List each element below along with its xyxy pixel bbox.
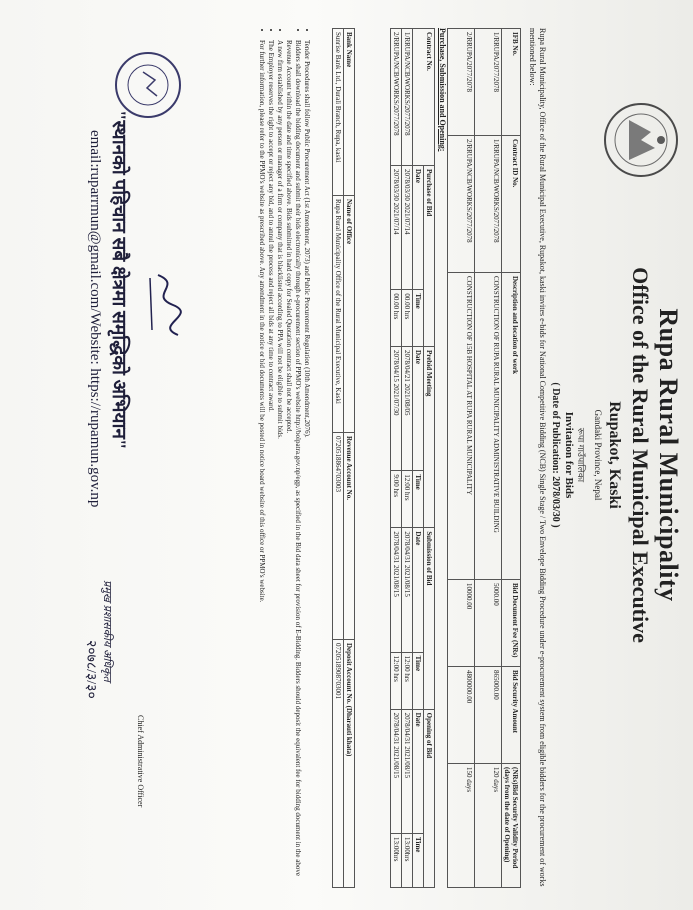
schedule-caption: Purchase, Submission and Opening: — [438, 28, 447, 152]
table-row — [391, 29, 402, 888]
cell: 00.00 hrs — [402, 290, 413, 347]
stamp-text: रूपा गाउँपालिका — [576, 427, 586, 483]
sub-time: Time — [413, 471, 424, 528]
org-title: Rupa Rural Municipality — [654, 308, 683, 602]
cell: 10000.00 — [448, 580, 475, 667]
cell: 2078/04/21 2021/08/05 — [402, 347, 413, 471]
table-header-row — [344, 29, 355, 888]
cell: 12:00 hrs — [402, 652, 413, 709]
list-item: • The Employer reserves the right to accept or reject any bid, and to annul the process and reject all bids at any time to contract award. — [266, 40, 275, 900]
notes-list — [257, 28, 311, 900]
col-contract-no: Contract No. — [413, 29, 435, 166]
col-validity: (NRs)Bid Security Validity Period (days from the date of Opening) — [502, 764, 521, 888]
handwritten-date: २०७८/३/३० — [83, 640, 98, 699]
signature-icon — [143, 270, 188, 340]
sub-time: Time — [413, 833, 424, 887]
intro-paragraph: Rupa Rural Municipality, Office of the Rural Municipal Executive, Rupakot, kaski invites e-bids for National Competitive Bidding (NCB) Single Stage / Two Envelope Bidding Procedure under e-procurement system from eligible bidders for the procurement of works mentioned below: — [528, 28, 547, 887]
col-revenue-account: Revenue Account No. — [344, 433, 355, 640]
sub-date: Date — [413, 528, 424, 652]
sub-time: Time — [413, 652, 424, 709]
cell: 2/RRUPA/NCB/WORKS/2077/2078 — [448, 136, 475, 273]
office-title: Office of the Rural Municipal Executive — [628, 267, 653, 643]
cell: 0720518864703003 — [333, 433, 344, 640]
cell: 00.00 hrs — [391, 290, 402, 347]
cell: 2078/04/31 2021/08/15 — [391, 528, 402, 652]
cell: 865000.00 — [475, 667, 502, 764]
sub-time: Time — [413, 290, 424, 347]
col-security: Bid Security Amount — [502, 667, 521, 764]
sub-date: Date — [413, 709, 424, 833]
col-description: Description and location of work — [502, 273, 521, 580]
cell: 2078/04/31 2021/08/15 — [402, 528, 413, 652]
contact-line: email:ruparrmun@gmail.com/Website: https://rupamun.gov.np — [87, 130, 103, 508]
chief-officer-label: Chief Administrative Officer — [136, 715, 145, 808]
col-ifb: IFB No. — [502, 29, 521, 136]
col-contract-id: Contract ID No. — [502, 136, 521, 273]
schedule-table — [390, 28, 435, 888]
cell: 5000.00 — [475, 580, 502, 667]
col-office-name: Name of Office — [344, 196, 355, 433]
cell: 2078/04/31 2021/08/15 — [402, 709, 413, 833]
cell: 13:00hrs — [402, 833, 413, 887]
list-item: • Tender Procedures shall follow Public Procurement Act (1st Amendment, 2073) and Public Procurement Regulation (10th Amendment,2076). — [302, 40, 311, 900]
bank-table — [332, 28, 355, 888]
cell: 13:00hrs — [391, 833, 402, 887]
cell: Rupa Rural Municipality Office of the Rural Municipal Executive, Kaski — [333, 196, 344, 433]
table-row — [448, 29, 475, 888]
group-opening: Opening of Bid — [424, 709, 435, 887]
handwritten-title: प्रमुख प्रशासकीय अधिकृत — [101, 580, 113, 682]
cell: 0720518908703001 — [333, 640, 344, 888]
province-line: Gandaki Province, Nepal — [593, 409, 603, 501]
cell: 2/RRUPA/NCB/WORKS/2077/2078 — [391, 29, 402, 166]
col-doc-fee: Bid Document Fee (NRs) — [502, 580, 521, 667]
cell: 12:00 hrs — [402, 471, 413, 528]
publication-date: ( Date of Publication: 2078/03/30 ) — [550, 382, 561, 528]
cell: 9:00 hrs — [391, 471, 402, 528]
slogan-text: "स्थानको पहिचान सबै क्षेत्रमा समृद्धिको अभियान" — [108, 110, 129, 450]
table-header-row — [424, 29, 435, 888]
list-item: • Bidders shall download the bidding document and submit their bids electronically through e-procurement section of PPMO's website http://bolpatra.gov.np/egp, as specified in the Bid data sheet for provision of E-Bidding. Bidders should deposit the equivalent fee for bidding document in the above Revenue Account within the date and time specified above. Bids submitted in hard copy for Sealed Quotation contract shall not be accepted. — [284, 40, 302, 900]
cell: 2/RRUPA/2077/2078 — [448, 29, 475, 136]
list-item: • For further information, please refer to the PPMO's website as prescribed above. Any amendment in the notice or bid documents will be posted in notice board website of this office or PPMO's website. — [257, 40, 266, 900]
table-row — [402, 29, 413, 888]
cell: 4800000.00 — [448, 667, 475, 764]
cell: 150 days — [448, 764, 475, 888]
col-deposit-account: Deposit Account No. (Dharauti khata) — [344, 640, 355, 888]
group-prebid: Prebid Meeting — [424, 347, 435, 528]
place-title: Rupakot, Kaski — [606, 401, 623, 509]
group-submission: Submission of Bid — [424, 528, 435, 709]
list-item: • A new firm established by any person or manager of a firm or company that is blacklisted according to PPA will not be eligible to submit bids. — [275, 40, 284, 900]
cell: 2078/04/15 2021/07/30 — [391, 347, 402, 471]
sub-date: Date — [413, 347, 424, 471]
cell: 1/RRUPA/NCB/WORKS/2077/2078 — [402, 29, 413, 166]
invitation-heading: Invitation for Bids — [563, 411, 575, 499]
cell: 1/RRUPA/2077/2078 — [475, 29, 502, 136]
sub-date: Date — [413, 166, 424, 290]
group-purchase: Purchase of Bid — [424, 166, 435, 347]
cell: 1/RRUPA/NCB/WORKS/2077/2078 — [475, 136, 502, 273]
table-row — [333, 29, 344, 888]
cell: CONSTRUCTION OF RUPA RURAL MUNICIPALITY ADMINISTRATIVE BUILDING — [475, 273, 502, 580]
cell: 120 days — [475, 764, 502, 888]
cell: 2078/04/31 2021/08/15 — [391, 709, 402, 833]
cell: 2078/03/30 2021/07/14 — [391, 166, 402, 290]
bids-table — [447, 28, 521, 888]
cell: 2078/03/30 2021/07/14 — [402, 166, 413, 290]
cell: Sunrise Bank Ltd., Durali Branch, Rupa, kaski — [333, 29, 344, 196]
cell: CONSTRUCTION OF 15B HOSPITAL AT RUPA RURAL MUNICIPALITY — [448, 273, 475, 580]
table-row — [475, 29, 502, 888]
col-bank-name: Bank Name — [344, 29, 355, 196]
cell: 12:00 hrs — [391, 652, 402, 709]
table-header-row — [502, 29, 521, 888]
